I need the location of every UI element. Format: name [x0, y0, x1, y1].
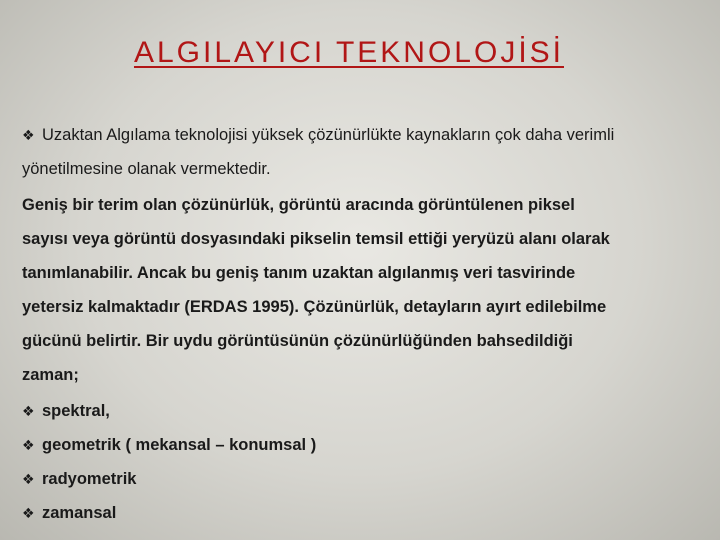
diamond-bullet-icon: ❖: [22, 127, 35, 143]
intro-line-1: Uzaktan Algılama teknolojisi yüksek çözünürlükte kaynakların çok daha verimli: [42, 126, 615, 144]
body-line: sayısı veya görüntü dosyasındaki pikselin temsil ettiği yeryüzü alanı olarak: [22, 230, 610, 248]
body-line: Geniş bir terim olan çözünürlük, görüntü aracında görüntülenen piksel: [22, 196, 575, 214]
list-item-label: spektral,: [42, 402, 110, 420]
list-item: [22, 496, 702, 530]
body-line: tanımlanabilir. Ancak bu geniş tanım uzaktan algılanmış veri tasvirinde: [22, 264, 576, 282]
intro-line-2: yönetilmesine olanak vermektedir.: [22, 160, 271, 178]
slide-title: [0, 36, 698, 70]
list-item: [22, 394, 702, 428]
list-item-label: geometrik ( mekansal – konumsal ): [42, 436, 317, 454]
slide-title-text: ALGILAYICI TEKNOLOJİSİ: [133, 36, 564, 69]
list-item-label: radyometrik: [42, 470, 137, 488]
slide-content: [22, 118, 702, 530]
list-item-label: zamansal: [42, 504, 117, 522]
body-paragraph: [22, 188, 702, 392]
list-item: [22, 428, 702, 462]
diamond-bullet-icon: ❖: [22, 437, 35, 453]
list-item: [22, 462, 702, 496]
diamond-bullet-icon: ❖: [22, 505, 35, 521]
body-line: zaman;: [22, 366, 79, 384]
diamond-bullet-icon: ❖: [22, 471, 35, 487]
body-line: gücünü belirtir. Bir uydu görüntüsünün çözünürlüğünden bahsedildiği: [22, 332, 573, 350]
intro-paragraph: [22, 118, 702, 186]
diamond-bullet-icon: ❖: [22, 403, 35, 419]
body-line: yetersiz kalmaktadır (ERDAS 1995). Çözünürlük, detayların ayırt edilebilme: [22, 298, 607, 316]
